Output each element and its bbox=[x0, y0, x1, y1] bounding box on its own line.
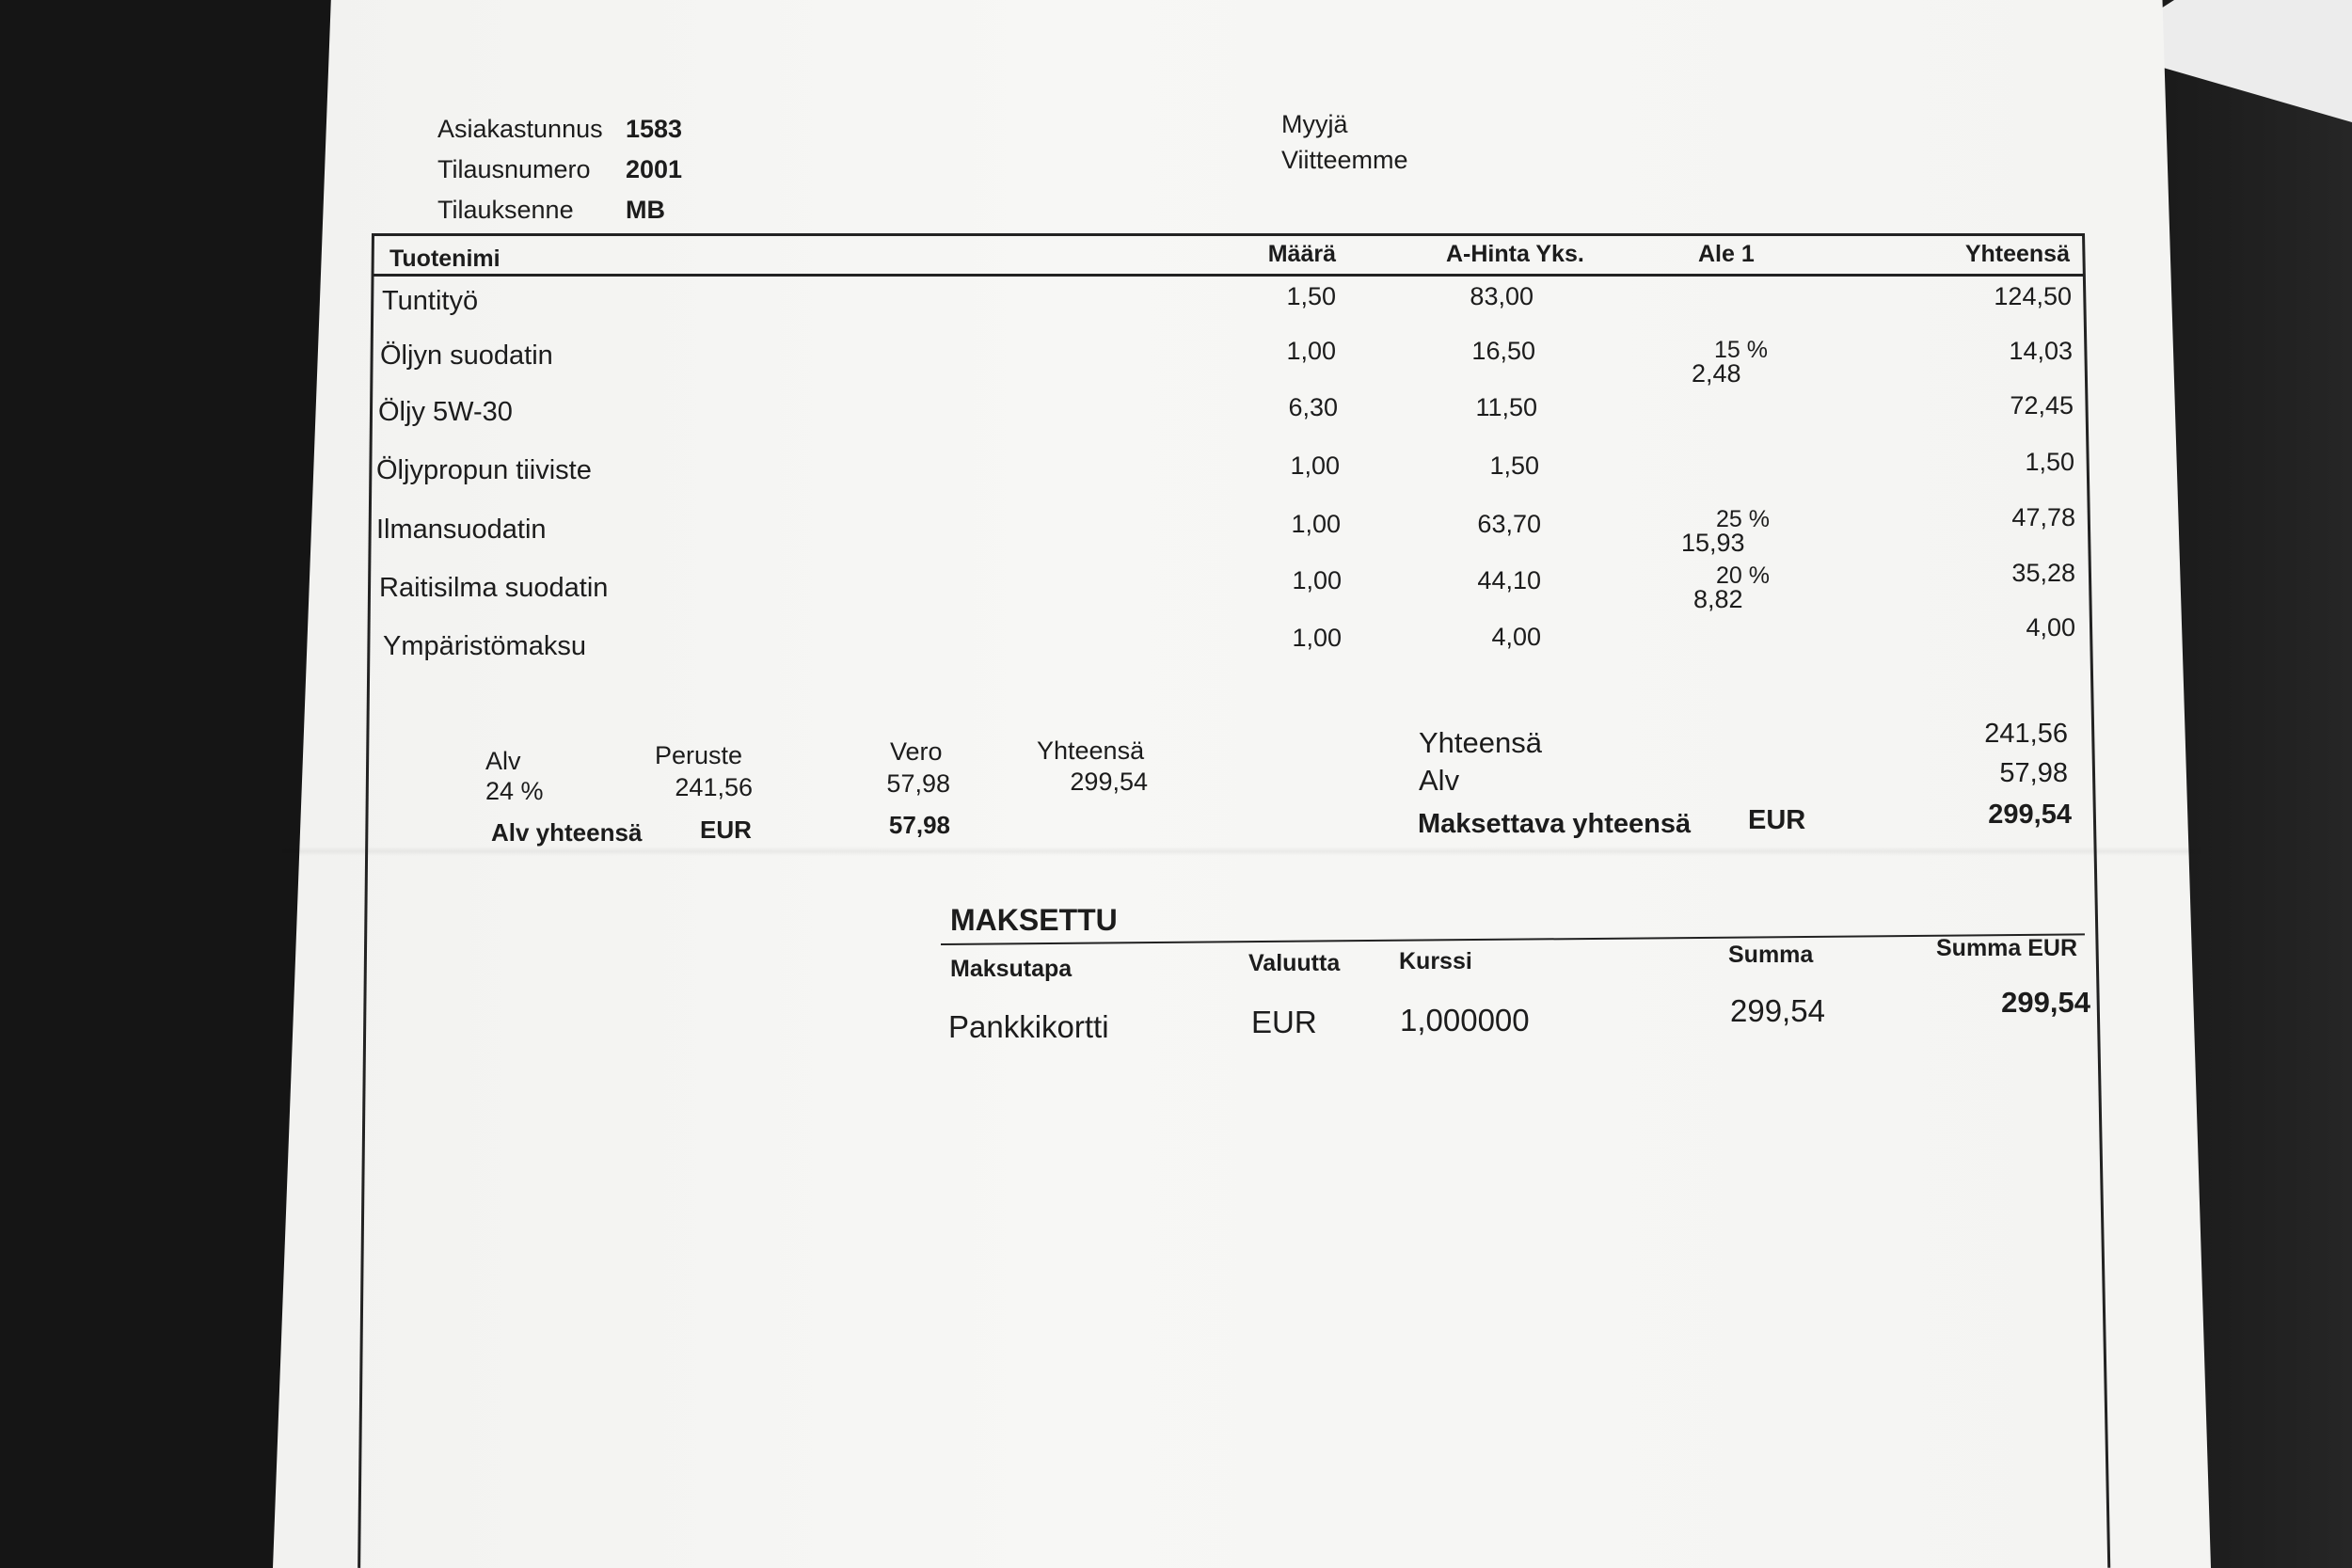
vat-header-total: Yhteensä bbox=[1037, 736, 1145, 765]
subtotal-value: 241,56 bbox=[1984, 719, 2068, 749]
row-2-discount-amt: 2,48 bbox=[1692, 359, 1741, 388]
your-order-label: Tilauksenne bbox=[437, 196, 574, 224]
row-5-price: 63,70 bbox=[1477, 510, 1541, 538]
row-2-qty: 1,00 bbox=[1286, 337, 1336, 365]
row-6-discount-pct: 20 % bbox=[1716, 562, 1770, 589]
payable-label: Maksettava yhteensä bbox=[1418, 809, 1692, 839]
row-5-name: Ilmansuodatin bbox=[376, 515, 547, 545]
row-6-discount-amt: 8,82 bbox=[1693, 585, 1743, 613]
row-2-price: 16,50 bbox=[1471, 337, 1535, 365]
vat-base: 241,56 bbox=[675, 773, 753, 801]
payment-rate: 1,000000 bbox=[1400, 1003, 1530, 1037]
row-5-total: 47,78 bbox=[2011, 503, 2075, 531]
row-1-total: 124,50 bbox=[1994, 282, 2072, 310]
row-6-total: 35,28 bbox=[2011, 559, 2075, 587]
row-2-name: Öljyn suodatin bbox=[380, 341, 553, 371]
row-5-discount-pct: 25 % bbox=[1716, 506, 1770, 532]
row-6-price: 44,10 bbox=[1477, 566, 1541, 594]
row-4-name: Öljypropun tiiviste bbox=[376, 455, 592, 485]
row-6-qty: 1,00 bbox=[1292, 566, 1342, 594]
col-header-name: Tuotenimi bbox=[389, 245, 501, 272]
row-7-qty: 1,00 bbox=[1292, 624, 1342, 652]
customer-info bbox=[437, 115, 710, 225]
customer-id-label: Asiakastunnus bbox=[437, 115, 603, 143]
row-1-name: Tuntityö bbox=[382, 286, 479, 316]
vat-rate: 24 % bbox=[485, 777, 544, 805]
row-2-total: 14,03 bbox=[2009, 337, 2073, 365]
payment-title: MAKSETTU bbox=[950, 903, 1118, 937]
row-4-total: 1,50 bbox=[2025, 448, 2074, 476]
your-order-value: MB bbox=[626, 196, 665, 224]
order-number-label: Tilausnumero bbox=[437, 155, 591, 183]
payment-header-sum-eur: Summa EUR bbox=[1936, 935, 2078, 961]
seller-label: Myyjä bbox=[1281, 110, 1348, 138]
row-1-qty: 1,50 bbox=[1286, 282, 1336, 310]
col-header-qty: Määrä bbox=[1267, 241, 1336, 267]
row-3-name: Öljy 5W-30 bbox=[378, 397, 513, 427]
row-5-qty: 1,00 bbox=[1291, 510, 1341, 538]
col-header-total: Yhteensä bbox=[1964, 241, 2070, 267]
payment-sum: 299,54 bbox=[1730, 993, 1825, 1028]
row-3-qty: 6,30 bbox=[1288, 393, 1338, 421]
row-5-discount-amt: 15,93 bbox=[1681, 529, 1745, 557]
order-number-value: 2001 bbox=[626, 155, 683, 183]
paper-fold bbox=[282, 847, 2201, 856]
payment-header-rate: Kurssi bbox=[1399, 948, 1472, 974]
payable-currency: EUR bbox=[1748, 805, 1806, 835]
row-2-discount-pct: 15 % bbox=[1714, 337, 1768, 363]
table-top-border bbox=[372, 233, 2084, 236]
row-7-total: 4,00 bbox=[2026, 613, 2075, 641]
payment-header-method: Maksutapa bbox=[950, 956, 1073, 982]
vat-header-base: Peruste bbox=[655, 741, 743, 769]
payment-header-sum: Summa bbox=[1728, 942, 1814, 968]
vat-value: 57,98 bbox=[1999, 758, 2068, 788]
row-4-price: 1,50 bbox=[1489, 451, 1539, 480]
vat-total: 299,54 bbox=[1070, 768, 1148, 796]
vat-sum-value: 57,98 bbox=[888, 811, 950, 839]
vat-sum-label: Alv yhteensä bbox=[491, 818, 643, 847]
vat-sum-currency: EUR bbox=[700, 816, 752, 844]
row-4-qty: 1,00 bbox=[1290, 451, 1340, 480]
col-header-discount: Ale 1 bbox=[1698, 241, 1755, 267]
vat-label: Alv bbox=[1419, 764, 1460, 797]
row-3-total: 72,45 bbox=[2010, 391, 2074, 420]
payment-sum-eur: 299,54 bbox=[2001, 986, 2090, 1019]
vat-header-tax: Vero bbox=[890, 737, 943, 766]
row-7-name: Ympäristömaksu bbox=[383, 631, 586, 661]
subtotal-label: Yhteensä bbox=[1419, 726, 1542, 759]
payment-header-currency: Valuutta bbox=[1248, 950, 1341, 976]
row-1-price: 83,00 bbox=[1470, 282, 1534, 310]
table-header-border bbox=[372, 274, 2084, 277]
payable-value: 299,54 bbox=[1988, 800, 2072, 830]
payment-method: Pankkikortti bbox=[948, 1009, 1109, 1044]
col-header-price: A-Hinta Yks. bbox=[1446, 241, 1584, 267]
row-3-price: 11,50 bbox=[1475, 393, 1537, 421]
payment-currency: EUR bbox=[1251, 1005, 1317, 1039]
customer-id-value: 1583 bbox=[626, 115, 683, 143]
row-6-name: Raitisilma suodatin bbox=[379, 573, 609, 603]
vat-tax: 57,98 bbox=[886, 769, 950, 798]
row-7-price: 4,00 bbox=[1491, 623, 1541, 651]
reference-label: Viitteemme bbox=[1281, 146, 1408, 174]
vat-header-rate: Alv bbox=[485, 747, 521, 775]
